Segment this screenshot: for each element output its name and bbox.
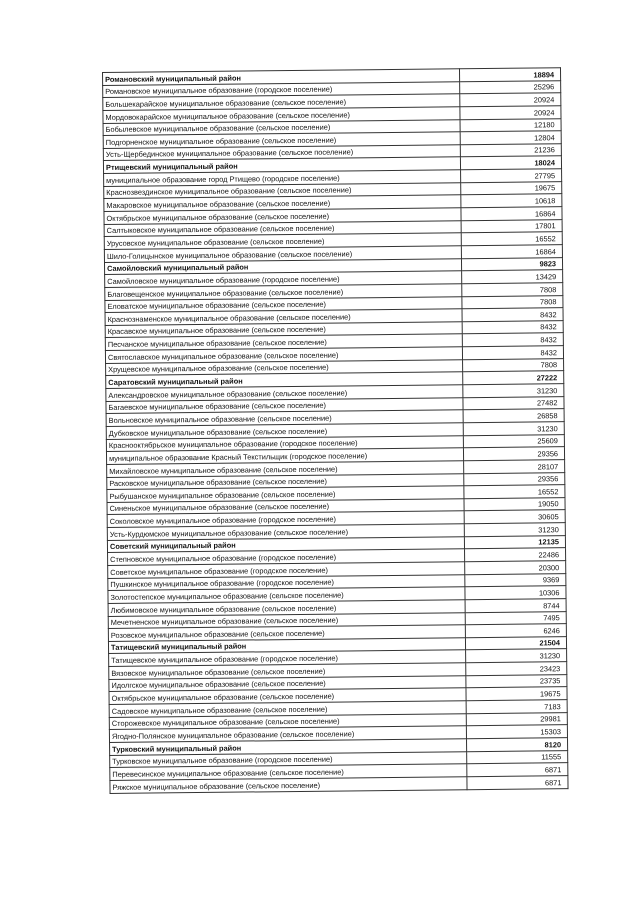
value-cell: 21236 bbox=[460, 144, 561, 158]
value-cell: 12804 bbox=[460, 131, 561, 145]
value-cell: 7808 bbox=[462, 295, 563, 309]
value-cell: 27795 bbox=[461, 169, 562, 183]
value-cell: 7495 bbox=[465, 611, 566, 625]
district-name-cell: Советский муниципальный район bbox=[107, 536, 464, 552]
district-name-cell: Татищевский муниципальный район bbox=[108, 638, 465, 654]
settlement-name-cell: Салтыковское муниципальное образование (сельское поселение) bbox=[104, 220, 461, 236]
settlement-name-cell: Розовское муниципальное образование (сельское поселение) bbox=[108, 625, 465, 641]
district-name-cell: Самойловский муниципальный район bbox=[104, 258, 461, 274]
value-cell: 6871 bbox=[467, 776, 568, 790]
value-cell: 12135 bbox=[464, 535, 565, 549]
value-cell: 31230 bbox=[463, 422, 564, 436]
value-cell: 22486 bbox=[465, 548, 566, 562]
settlement-name-cell: Пушкинское муниципальное образование (городское поселение) bbox=[108, 574, 465, 590]
settlement-name-cell: Дубковское муниципальное образование (сельское поселение) bbox=[106, 423, 463, 439]
allocation-table bbox=[102, 67, 569, 793]
settlement-name-cell: Мордовокарайское муниципальное образование (сельское поселение) bbox=[103, 107, 460, 123]
value-cell: 29356 bbox=[463, 447, 564, 461]
settlement-name-cell: Благовещенское муниципальное образование (сельское поселение) bbox=[105, 284, 462, 300]
value-cell: 19675 bbox=[461, 181, 562, 195]
settlement-name-cell: Советское муниципальное образование (городское поселение) bbox=[108, 562, 465, 578]
settlement-name-cell: муниципальное образование Красный Текстильщик (городское поселение) bbox=[106, 448, 463, 464]
settlement-name-cell: Садовское муниципальное образование (сельское поселение) bbox=[109, 701, 466, 717]
value-cell: 31230 bbox=[463, 384, 564, 398]
value-cell: 26858 bbox=[463, 409, 564, 423]
settlement-name-cell: Степновское муниципальное образование (городское поселение) bbox=[108, 549, 465, 565]
settlement-name-cell: Рыбушанское муниципальное образование (сельское поселение) bbox=[107, 486, 464, 502]
value-cell: 8744 bbox=[465, 599, 566, 613]
value-cell: 28107 bbox=[464, 460, 565, 474]
value-cell: 7808 bbox=[463, 358, 564, 372]
value-cell: 6871 bbox=[467, 763, 568, 777]
value-cell: 16552 bbox=[461, 232, 562, 246]
settlement-name-cell: Хрущевское муниципальное образование (сельское поселение) bbox=[106, 359, 463, 375]
settlement-name-cell: Багаевское муниципальное образование (сельское поселение) bbox=[106, 397, 463, 413]
settlement-name-cell: Святославское муниципальное образование (сельское поселение) bbox=[105, 347, 462, 363]
settlement-name-cell: Бобылевское муниципальное образование (сельское поселение) bbox=[103, 119, 460, 135]
settlement-name-cell: Ряжское муниципальное образование (сельское поселение) bbox=[110, 777, 467, 793]
settlement-name-cell: Идолгское муниципальное образование (сельское поселение) bbox=[109, 675, 466, 691]
value-cell: 11555 bbox=[467, 750, 568, 764]
settlement-name-cell: Александровское муниципальное образование (сельское поселение) bbox=[106, 385, 463, 401]
settlement-name-cell: Соколовское муниципальное образование (городское поселение) bbox=[107, 511, 464, 527]
settlement-name-cell: Вязовское муниципальное образование (сельское поселение) bbox=[109, 663, 466, 679]
settlement-name-cell: Октябрьское муниципальное образование (сельское поселение) bbox=[109, 688, 466, 704]
settlement-name-cell: Краснознаменское муниципальное образование (сельское поселение) bbox=[105, 309, 462, 325]
settlement-name-cell: Ягодно-Полянское муниципальное образование (сельское поселение) bbox=[109, 726, 466, 742]
settlement-name-cell: Краснозвездинское муниципальное образование (сельское поселение) bbox=[104, 183, 461, 199]
value-cell: 8432 bbox=[462, 333, 563, 347]
settlement-name-cell: Перевесинское муниципальное образование (сельское поселение) bbox=[110, 764, 467, 780]
settlement-name-cell: Урусовское муниципальное образование (сельское поселение) bbox=[104, 233, 461, 249]
district-name-cell: Саратовский муниципальный район bbox=[106, 372, 463, 388]
value-cell: 13429 bbox=[462, 270, 563, 284]
value-cell: 21504 bbox=[465, 636, 566, 650]
value-cell: 25609 bbox=[463, 434, 564, 448]
value-cell: 12180 bbox=[460, 118, 561, 132]
value-cell: 10618 bbox=[461, 194, 562, 208]
settlement-name-cell: Еловатское муниципальное образование (сельское поселение) bbox=[105, 296, 462, 312]
value-cell: 17801 bbox=[461, 219, 562, 233]
settlement-name-cell: Мечетненское муниципальное образование (сельское поселение) bbox=[108, 612, 465, 628]
value-cell: 19050 bbox=[464, 497, 565, 511]
settlement-name-cell: Краснооктябрьское муниципальное образование (городское поселение) bbox=[106, 435, 463, 451]
settlement-name-cell: Расковское муниципальное образование (сельское поселение) bbox=[107, 473, 464, 489]
settlement-name-cell: Шило-Голицынское муниципальное образование (сельское поселение) bbox=[104, 246, 461, 262]
settlement-name-cell: Красавское муниципальное образование (сельское поселение) bbox=[105, 322, 462, 338]
settlement-name-cell: Любимовское муниципальное образование (сельское поселение) bbox=[108, 600, 465, 616]
value-cell: 23735 bbox=[466, 674, 567, 688]
value-cell: 6246 bbox=[465, 624, 566, 638]
value-cell: 7808 bbox=[462, 283, 563, 297]
value-cell: 8120 bbox=[467, 738, 568, 752]
district-name-cell: Турковский муниципальный район bbox=[110, 739, 467, 755]
value-cell: 23423 bbox=[466, 662, 567, 676]
value-cell: 9823 bbox=[461, 257, 562, 271]
value-cell: 30605 bbox=[464, 510, 565, 524]
value-cell: 29356 bbox=[464, 472, 565, 486]
district-name-cell: Романовский муниципальный район bbox=[103, 69, 460, 85]
settlement-name-cell: Подгорненское муниципальное образование (сельское поселение) bbox=[103, 132, 460, 148]
value-cell: 18894 bbox=[459, 68, 560, 82]
value-cell: 31230 bbox=[464, 523, 565, 537]
value-cell: 19675 bbox=[466, 687, 567, 701]
value-cell: 16552 bbox=[464, 485, 565, 499]
settlement-name-cell: Михайловское муниципальное образование (сельское поселение) bbox=[107, 461, 464, 477]
settlement-name-cell: Вольновское муниципальное образование (сельское поселение) bbox=[106, 410, 463, 426]
value-cell: 18024 bbox=[460, 156, 561, 170]
settlement-name-cell: муниципальное образование город Ртищево (городское поселение) bbox=[104, 170, 461, 186]
value-cell: 8432 bbox=[462, 320, 563, 334]
settlement-name-cell: Песчанское муниципальное образование (сельское поселение) bbox=[105, 334, 462, 350]
value-cell: 8432 bbox=[462, 346, 563, 360]
settlement-name-cell: Сторожевское муниципальное образование (сельское поселение) bbox=[109, 713, 466, 729]
settlement-name-cell: Усть-Курдюмское муниципальное образование (сельское поселение) bbox=[107, 524, 464, 540]
value-cell: 15303 bbox=[466, 725, 567, 739]
value-cell: 20924 bbox=[460, 93, 561, 107]
settlement-name-cell: Усть-Щербединское муниципальное образование (сельское поселение) bbox=[103, 145, 460, 161]
value-cell: 16864 bbox=[461, 245, 562, 259]
value-cell: 29981 bbox=[466, 712, 567, 726]
district-name-cell: Ртищевский муниципальный район bbox=[103, 157, 460, 173]
value-cell: 27222 bbox=[463, 371, 564, 385]
settlement-name-cell: Большекарайское муниципальное образование (сельское поселение) bbox=[103, 94, 460, 110]
settlement-name-cell: Золотостепское муниципальное образование (сельское поселение) bbox=[108, 587, 465, 603]
value-cell: 27482 bbox=[463, 396, 564, 410]
value-cell: 8432 bbox=[462, 308, 563, 322]
settlement-name-cell: Октябрьское муниципальное образование (сельское поселение) bbox=[104, 208, 461, 224]
value-cell: 10306 bbox=[465, 586, 566, 600]
value-cell: 20300 bbox=[465, 561, 566, 575]
settlement-name-cell: Романовское муниципальное образование (городское поселение) bbox=[103, 81, 460, 97]
value-cell: 9369 bbox=[465, 573, 566, 587]
table-body bbox=[103, 68, 569, 793]
value-cell: 16864 bbox=[461, 207, 562, 221]
value-cell: 31230 bbox=[466, 649, 567, 663]
value-cell: 7183 bbox=[466, 700, 567, 714]
settlement-name-cell: Макаровское муниципальное образование (сельское поселение) bbox=[104, 195, 461, 211]
settlement-name-cell: Синеньское муниципальное образование (сельское поселение) bbox=[107, 499, 464, 515]
settlement-name-cell: Турковское муниципальное образование (городское поселение) bbox=[110, 751, 467, 767]
value-cell: 25296 bbox=[460, 80, 561, 94]
value-cell: 20924 bbox=[460, 106, 561, 120]
settlement-name-cell: Самойловское муниципальное образование (городское поселение) bbox=[105, 271, 462, 287]
settlement-name-cell: Татищевское муниципальное образование (городское поселение) bbox=[109, 650, 466, 666]
